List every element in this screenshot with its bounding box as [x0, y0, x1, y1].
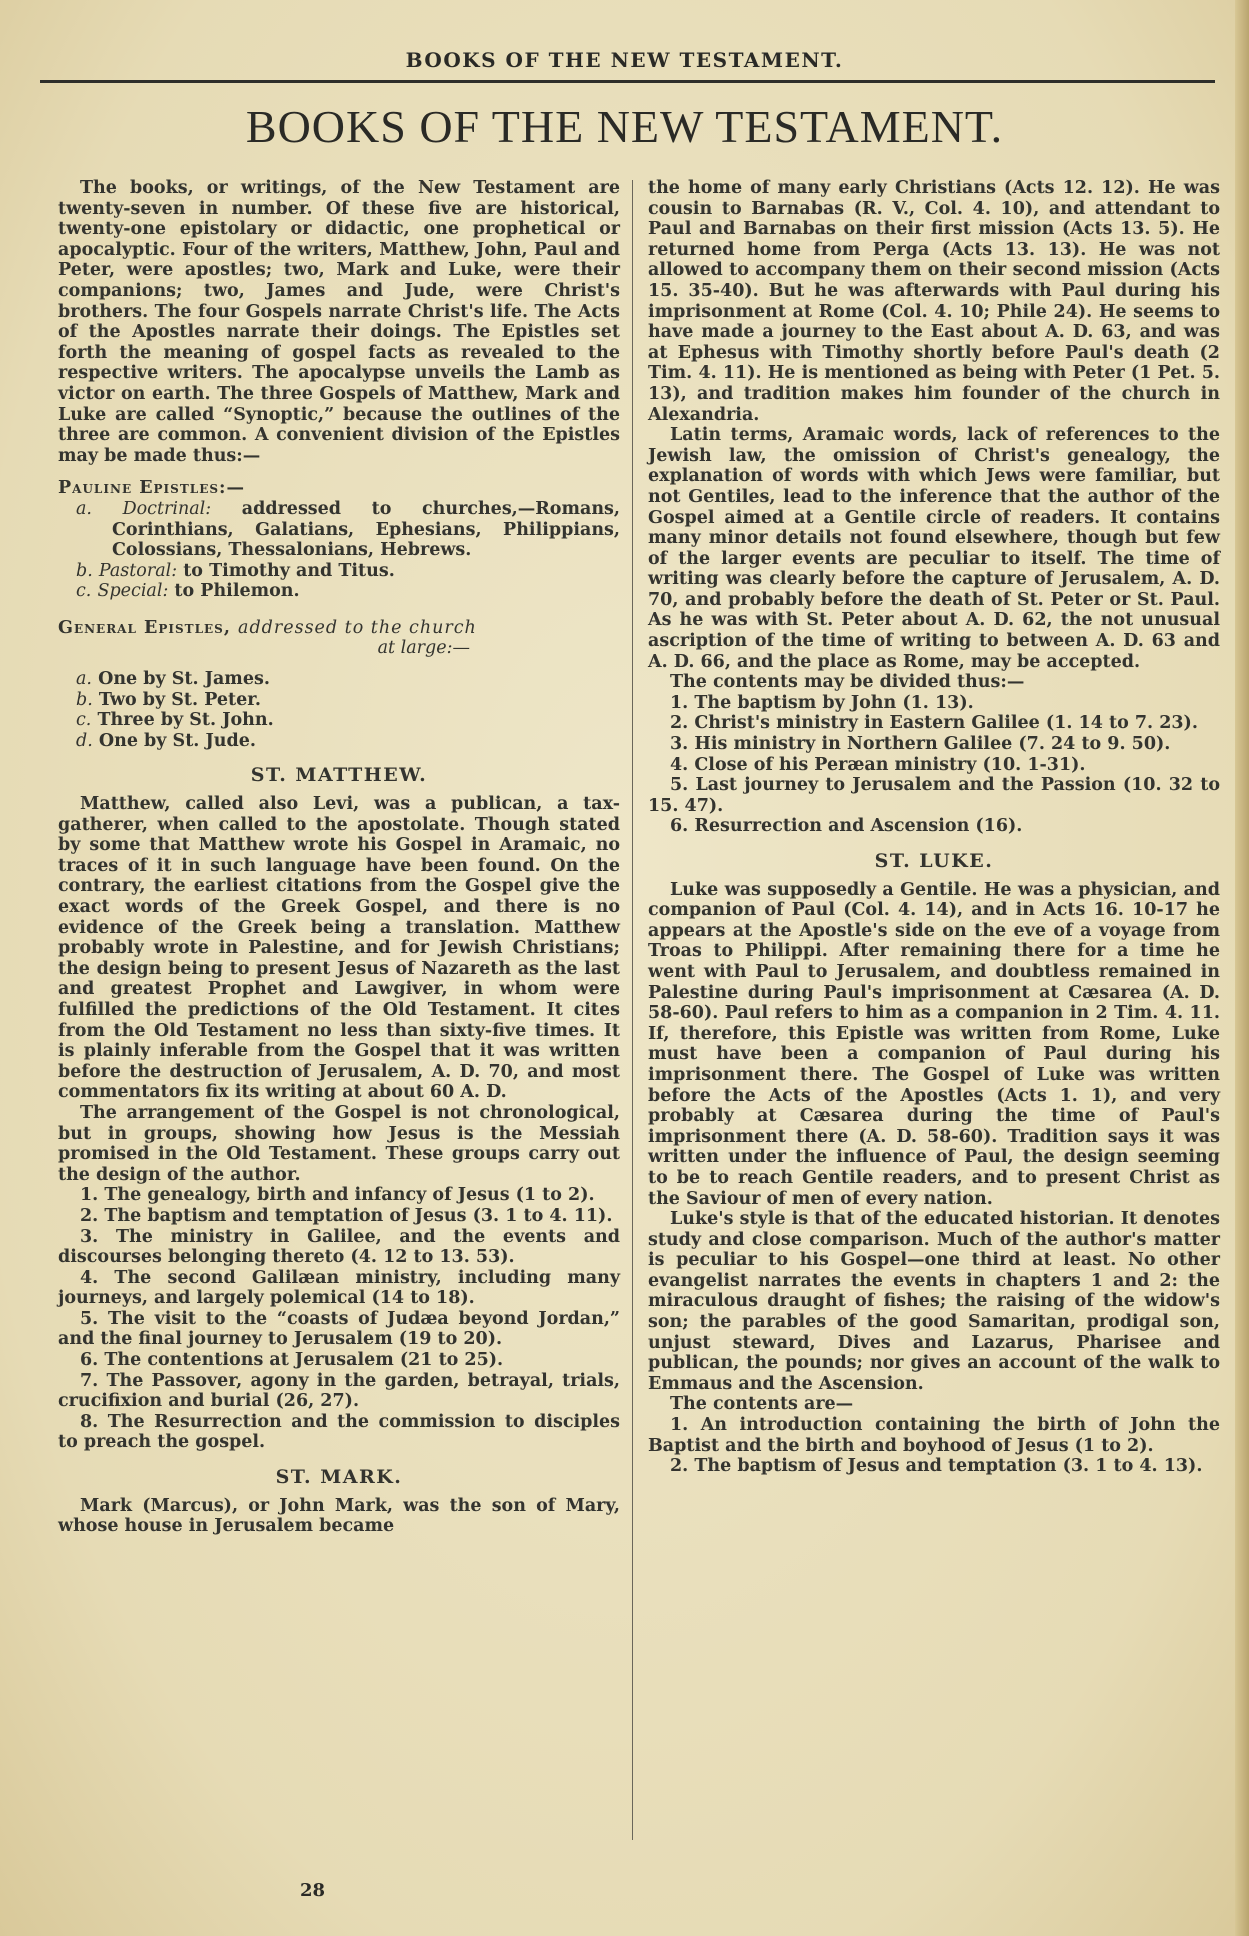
section-heading-mark: ST. MARK.	[275, 1466, 403, 1489]
mark-list-item: 4. Close of his Peræan ministry (10. 1-31).	[670, 754, 1086, 775]
item-text: Two by St. Peter.	[98, 689, 261, 710]
pauline-item	[58, 499, 620, 561]
matthew-list-item: 5. The visit to the “coasts of Judæa beyond Jordan,” and the final journey to Jerusalem (19 to 20).	[58, 1308, 620, 1350]
general-heading-italic: addressed to the church	[238, 617, 477, 638]
header-rule	[40, 80, 1215, 83]
matthew-list-item: 6. The contentions at Jerusalem (21 to 25).	[80, 1350, 504, 1371]
item-label: Doctrinal:	[122, 498, 212, 519]
item-letter: b.	[76, 560, 93, 581]
left-column	[58, 178, 620, 1537]
matthew-list-item: 7. The Passover, agony in the garden, betrayal, trials, crucifixion and burial (26, 27).	[58, 1370, 620, 1412]
item-letter: c.	[76, 581, 92, 602]
item-text: to Timothy and Titus.	[177, 560, 395, 581]
item-letter: a.	[76, 498, 92, 519]
mark-list-item: 6. Resurrection and Ascension (16).	[670, 816, 1023, 837]
mark-list-item: 3. His ministry in Northern Galilee (7. 24 to 9. 50).	[670, 734, 1171, 755]
item-label: Special:	[97, 581, 169, 602]
item-text: addressed to churches,—Romans, Corinthians, Galatians, Ephesians, Philippians, Colossians, Thessalonians, Hebrews.	[112, 498, 621, 561]
matthew-list-item: 3. The ministry in Galilee, and the events and discourses belonging thereto (4. 12 to 13. 53).	[58, 1226, 620, 1268]
running-head: BOOKS OF THE NEW TESTAMENT.	[405, 48, 844, 72]
item-letter: a.	[76, 669, 92, 690]
mark-paragraph: The contents may be divided thus:—	[670, 672, 1025, 693]
section-heading-luke: ST. LUKE.	[874, 850, 994, 872]
general-heading-label: General Epistles,	[58, 617, 231, 638]
luke-list-item: 1. An introduction containing the birth of John the Baptist and the birth and boyhood of Jesus (1 to 2).	[648, 1415, 1220, 1456]
mark-list-item: 1. The baptism by John (1. 13).	[670, 692, 974, 713]
general-heading	[58, 618, 620, 639]
matthew-list-item: 4. The second Galilæan ministry, including many journeys, and largely polemical (14 to 18).	[58, 1267, 620, 1309]
matthew-list-item: 2. The baptism and temptation of Jesus (3. 1 to 4. 11).	[80, 1205, 613, 1226]
matthew-list-item: 1. The genealogy, birth and infancy of Jesus (1 to 2).	[80, 1185, 595, 1206]
luke-list-item: 2. The baptism of Jesus and temptation (3. 1 to 4. 13).	[670, 1456, 1203, 1477]
pauline-item	[58, 561, 620, 582]
item-text: One by St. Jude.	[98, 730, 256, 751]
luke-paragraph: Luke was supposedly a Gentile. He was a physician, and companion of Paul (Col. 4. 14), and in Acts 16. 10-17 he appears at the Apostle's side on the eve of a voyage from Troas to Philippi. After remaining there for a time he went with Paul to Jerusalem, and doubtless remained in Palestine during Paul's imprisonment at Cæsarea (A. D. 58-60). Paul refers to him as a companion in 2 Tim. 4. 11. If, therefore, this Epistle was written from Rome, Luke must have been a companion of Paul during his imprisonment there. The Gospel of Luke was written before the Acts of the Apostles (Acts 1. 1), and very probably at Cæsarea during the time of Paul's imprisonment there (A. D. 58-60). Tradition says it was written under the influence of Paul, the design seeming to be to reach Gentile readers, and to present Christ as the Saviour of men of every nation.	[648, 879, 1220, 1209]
general-item	[58, 669, 620, 690]
mark-paragraph-cont: the home of many early Christians (Acts 12. 12). He was cousin to Barnabas (R. V., Col. 4. 10), and attendant to Paul and Barnabas on their first mission (Acts 13. 5). He returned home from Perga (Acts 13. 13). He was not allowed to accompany them on their second mission (Acts 15. 35-40). But he was afterwards with Paul during his imprisonment at Rome (Col. 4. 10; Phile 24). He seems to have made a journey to the East about A. D. 63, and was at Ephesus with Timothy shortly before Paul's death (2 Tim. 4. 11). He is mentioned as being with Peter (1 Pet. 5. 13), and tradition makes him founder of the church in Alexandria.	[648, 178, 1220, 425]
section-heading-matthew: ST. MATTHEW.	[250, 764, 428, 787]
mark-list-item: 5. Last journey to Jerusalem and the Passion (10. 32 to 15. 47).	[648, 775, 1220, 816]
intro-paragraph: The books, or writings, of the New Testament are twenty-seven in number. Of these five are historical, twenty-one epistolary or didactic, one prophetical or apocalyptic. Four of the writers, Matthew, John, Paul and Peter, were apostles; two, Mark and Luke, were their companions; two, James and Jude, were Christ's brothers. The four Gospels narrate Christ's life. The Acts of the Apostles narrate their doings. The Epistles set forth the meaning of gospel facts as revealed to the respective writers. The apocalypse unveils the Lamb as victor on earth. The three Gospels of Matthew, Mark and Luke are called “Synoptic,” because the outlines of the three are common. A convenient division of the Epistles may be made thus:—	[58, 178, 620, 466]
right-column	[648, 178, 1220, 1477]
item-letter: b.	[76, 689, 93, 710]
general-item	[58, 731, 620, 752]
mark-list-item: 2. Christ's ministry in Eastern Galilee (1. 14 to 7. 23).	[670, 713, 1198, 734]
luke-paragraph: The contents are—	[670, 1394, 854, 1415]
pauline-item	[58, 581, 620, 602]
item-letter: c.	[76, 710, 92, 731]
page-edge	[1235, 0, 1249, 1936]
column-divider	[632, 180, 633, 1840]
item-text: Three by St. John.	[97, 710, 274, 731]
item-text: to Philemon.	[168, 581, 300, 602]
item-text: One by St. James.	[98, 669, 270, 690]
mark-paragraph: Latin terms, Aramaic words, lack of references to the Jewish law, the omission of Christ's genealogy, the explanation of words with which Jews were familiar, but not Gentiles, lead to the inference that the author of the Gospel aimed at a Gentile circle of readers. It contains many minor details not found elsewhere, though but few of the larger events are peculiar to itself. The time of writing was clearly before the capture of Jerusalem, A. D. 70, and probably before the death of St. Peter or St. Paul. As he was with St. Peter about A. D. 62, the not unusual ascription of the time of writing to between A. D. 63 and A. D. 66, and the place as Rome, may be accepted.	[648, 425, 1220, 672]
luke-paragraph: Luke's style is that of the educated historian. It denotes study and close comparison. Much of the author's matter is peculiar to his Gospel—one third at least. No other evangelist narrates the events in chapters 1 and 2: the miraculous draught of fishes; the raising of the widow's son; the parables of the good Samaritan, prodigal son, unjust steward, Dives and Lazarus, Pharisee and publican, the pounds; nor gives an account of the walk to Emmaus and the Ascension.	[648, 1209, 1220, 1394]
general-heading-cont: at large:—	[377, 638, 470, 659]
matthew-paragraph: Matthew, called also Levi, was a publican, a tax-gatherer, when called to the apostolate. Though stated by some that Matthew wrote his Gospel in Aramaic, no traces of it in such language have been found. On the contrary, the earliest citations from the Gospel give the exact words of the Greek Gospel, and there is no evidence of the Greek being a translation. Matthew probably wrote in Palestine, and for Jewish Christians; the design being to present Jesus of Nazareth as the last and greatest Prophet and Lawgiver, in whom were fulfilled the predictions of the Old Testament. It cites from the Old Testament no less than sixty-five times. It is plainly inferable from the Gospel that it was written before the destruction of Jerusalem, A. D. 70, and most commentators fix its writing at about 60 A. D.	[58, 794, 620, 1103]
matthew-list-item: 8. The Resurrection and the commission to disciples to preach the gospel.	[58, 1411, 620, 1453]
general-item	[58, 710, 620, 731]
mark-paragraph-start: Mark (Marcus), or John Mark, was the son of Mary, whose house in Jerusalem became	[58, 1495, 620, 1537]
pauline-heading: Pauline Epistles:—	[58, 478, 245, 499]
item-label: Pastoral:	[98, 560, 178, 581]
page-title: BOOKS OF THE NEW TESTAMENT.	[245, 101, 1004, 152]
general-item	[58, 690, 620, 711]
page-number: 28	[300, 1880, 326, 1901]
item-letter: d.	[76, 730, 93, 751]
matthew-paragraph: The arrangement of the Gospel is not chronological, but in groups, showing how Jesus is the Messiah promised in the Old Testament. These groups carry out the design of the author.	[58, 1102, 620, 1185]
